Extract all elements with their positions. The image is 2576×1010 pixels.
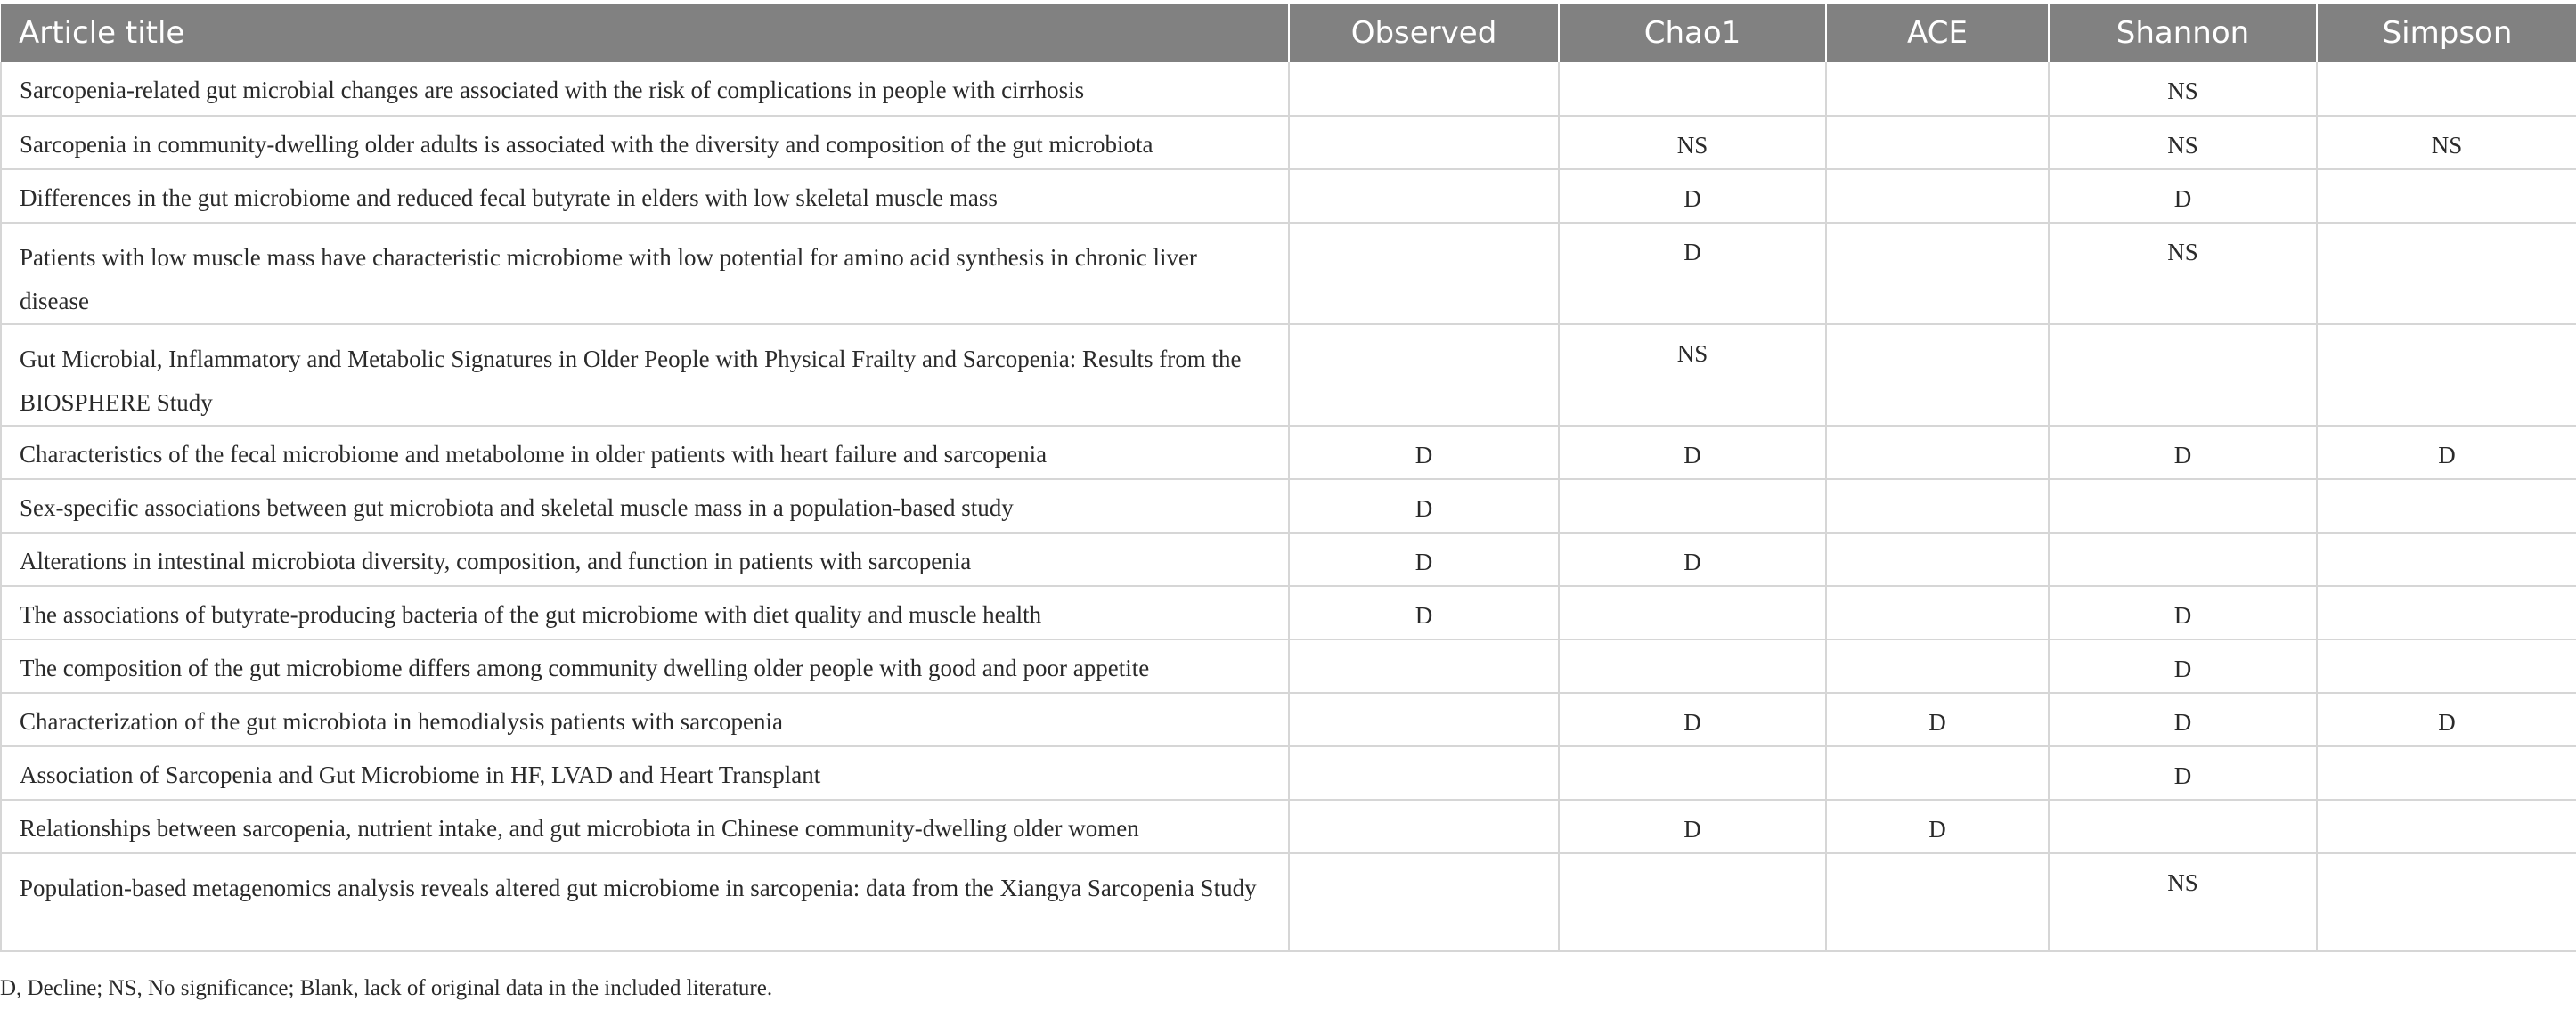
table-row [1,746,2576,800]
observed-cell: D [1289,586,1559,639]
observed-cell: D [1289,479,1559,533]
ace-cell: D [1826,800,2049,853]
simpson-cell [2317,746,2576,800]
chao1-cell: D [1559,169,1826,223]
ace-cell [1826,62,2049,116]
table-row [1,639,2576,693]
header-observed: Observed [1289,4,1559,62]
simpson-cell [2317,533,2576,586]
table-header [1,4,2576,62]
simpson-cell: D [2317,693,2576,746]
shannon-cell [2049,479,2317,533]
article-title-cell: Alterations in intestinal microbiota diversity, composition, and function in patients with sarcopenia [1,533,1289,586]
table-row [1,586,2576,639]
observed-cell [1289,746,1559,800]
ace-cell [1826,639,2049,693]
simpson-cell [2317,169,2576,223]
chao1-cell [1559,639,1826,693]
article-title-cell: Differences in the gut microbiome and reduced fecal butyrate in elders with low skeletal muscle mass [1,169,1289,223]
article-title-cell: Relationships between sarcopenia, nutrient intake, and gut microbiota in Chinese community-dwelling older women [1,800,1289,853]
header-article-title: Article title [1,4,1289,62]
header-row [1,4,2576,62]
table-row [1,479,2576,533]
shannon-cell: NS [2049,223,2317,324]
chao1-cell: D [1559,800,1826,853]
article-title-cell: Characteristics of the fecal microbiome and metabolome in older patients with heart failure and sarcopenia [1,426,1289,479]
table-body [1,62,2576,951]
chao1-cell [1559,586,1826,639]
table-row [1,853,2576,951]
table-row [1,693,2576,746]
article-title-cell: Sarcopenia in community-dwelling older adults is associated with the diversity and composition of the gut microbiota [1,116,1289,169]
table-row [1,169,2576,223]
article-title-cell: The associations of butyrate-producing bacteria of the gut microbiome with diet quality and muscle health [1,586,1289,639]
shannon-cell: D [2049,426,2317,479]
article-title-cell: Patients with low muscle mass have characteristic microbiome with low potential for amino acid synthesis in chronic liver disease [1,223,1289,324]
diversity-table-container [0,4,2576,952]
shannon-cell [2049,324,2317,426]
article-title-cell: Population-based metagenomics analysis reveals altered gut microbiome in sarcopenia: data from the Xiangya Sarcopenia Study [1,853,1289,951]
observed-cell [1289,116,1559,169]
simpson-cell: D [2317,426,2576,479]
observed-cell [1289,223,1559,324]
ace-cell: D [1826,693,2049,746]
simpson-cell [2317,223,2576,324]
ace-cell [1826,533,2049,586]
ace-cell [1826,853,2049,951]
shannon-cell: D [2049,693,2317,746]
shannon-cell: D [2049,586,2317,639]
observed-cell [1289,693,1559,746]
ace-cell [1826,426,2049,479]
header-chao1: Chao1 [1559,4,1826,62]
chao1-cell: D [1559,426,1826,479]
table-row [1,116,2576,169]
chao1-cell: NS [1559,116,1826,169]
header-simpson: Simpson [2317,4,2576,62]
simpson-cell [2317,853,2576,951]
simpson-cell [2317,586,2576,639]
ace-cell [1826,324,2049,426]
simpson-cell [2317,479,2576,533]
ace-cell [1826,223,2049,324]
chao1-cell [1559,62,1826,116]
article-title-cell: Sex-specific associations between gut microbiota and skeletal muscle mass in a population-based study [1,479,1289,533]
article-title-cell: Characterization of the gut microbiota in hemodialysis patients with sarcopenia [1,693,1289,746]
chao1-cell [1559,853,1826,951]
shannon-cell: D [2049,639,2317,693]
article-title-cell: The composition of the gut microbiome differs among community dwelling older people with good and poor appetite [1,639,1289,693]
shannon-cell: D [2049,169,2317,223]
ace-cell [1826,169,2049,223]
ace-cell [1826,586,2049,639]
table-row [1,800,2576,853]
simpson-cell: NS [2317,116,2576,169]
chao1-cell [1559,479,1826,533]
observed-cell: D [1289,533,1559,586]
table-row [1,62,2576,116]
chao1-cell: D [1559,533,1826,586]
table-footnote: D, Decline; NS, No significance; Blank, lack of original data in the included literature. [0,976,773,1000]
table-row [1,426,2576,479]
diversity-table [0,4,2576,952]
shannon-cell: NS [2049,62,2317,116]
shannon-cell: NS [2049,116,2317,169]
simpson-cell [2317,324,2576,426]
observed-cell [1289,169,1559,223]
table-row [1,324,2576,426]
ace-cell [1826,116,2049,169]
chao1-cell: NS [1559,324,1826,426]
ace-cell [1826,479,2049,533]
observed-cell [1289,62,1559,116]
observed-cell [1289,800,1559,853]
ace-cell [1826,746,2049,800]
shannon-cell: NS [2049,853,2317,951]
article-title-cell: Association of Sarcopenia and Gut Microbiome in HF, LVAD and Heart Transplant [1,746,1289,800]
observed-cell [1289,853,1559,951]
observed-cell [1289,639,1559,693]
article-title-cell: Sarcopenia-related gut microbial changes are associated with the risk of complications in people with cirrhosis [1,62,1289,116]
table-row [1,533,2576,586]
chao1-cell: D [1559,223,1826,324]
shannon-cell: D [2049,746,2317,800]
observed-cell: D [1289,426,1559,479]
shannon-cell [2049,800,2317,853]
chao1-cell [1559,746,1826,800]
shannon-cell [2049,533,2317,586]
article-title-cell: Gut Microbial, Inflammatory and Metabolic Signatures in Older People with Physical Frailty and Sarcopenia: Results from the BIOSPHERE Study [1,324,1289,426]
simpson-cell [2317,639,2576,693]
chao1-cell: D [1559,693,1826,746]
header-shannon: Shannon [2049,4,2317,62]
observed-cell [1289,324,1559,426]
simpson-cell [2317,62,2576,116]
simpson-cell [2317,800,2576,853]
table-row [1,223,2576,324]
header-ace: ACE [1826,4,2049,62]
